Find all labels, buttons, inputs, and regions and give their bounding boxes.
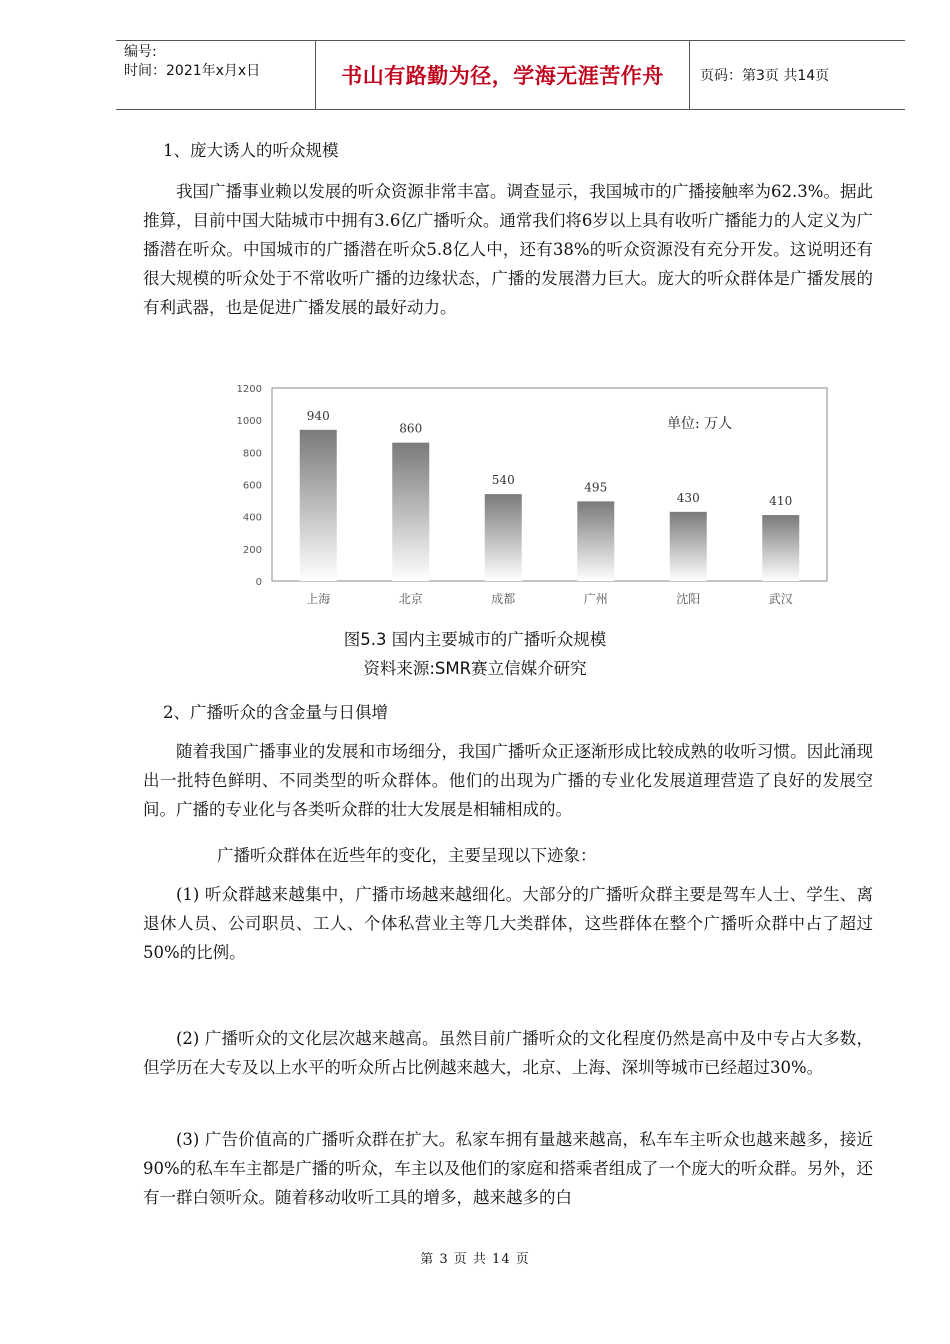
figure-caption: 图5.3 国内主要城市的广播听众规模 bbox=[343, 630, 607, 649]
bar bbox=[670, 512, 707, 581]
y-tick-label: 600 bbox=[242, 480, 262, 492]
section1-heading: 1、庞大诱人的听众规模 bbox=[163, 141, 339, 160]
y-tick-label: 800 bbox=[242, 448, 262, 460]
bar-chart-svg bbox=[230, 378, 830, 618]
section2-body-1 bbox=[143, 737, 873, 824]
header-meta bbox=[116, 41, 316, 109]
id-label: 编号: bbox=[124, 44, 157, 60]
section2-item-3 bbox=[143, 1125, 873, 1212]
bar-value-label: 495 bbox=[584, 480, 608, 495]
bar bbox=[392, 443, 429, 581]
page-header bbox=[116, 40, 905, 110]
header-page-number: 页码：第3页 共14页 bbox=[700, 68, 830, 84]
section1-paragraph: 我国广播事业赖以发展的听众资源非常丰富。调查显示，我国城市的广播接触率为62.3%。据此推算，目前中国大陆城市中拥有3.6亿广播听众。通常我们将6岁以上具有收听广播能力的人定义为广播潜在听众。中国城市的广播潜在听众5.8亿人中，还有38%的听众资源没有充分开发。这说明还有很大规模的听众处于不常收听广播的边缘状态，广播的发展潜力巨大。庞大的听众群体是广播发展的有利武器，也是促进广播发展的最好动力。 bbox=[143, 182, 873, 317]
x-category-label: 广州 bbox=[583, 592, 608, 606]
time-label: 时间：2021年x月x日 bbox=[124, 63, 261, 79]
bar-value-label: 410 bbox=[769, 494, 793, 509]
unit-note: 单位: 万人 bbox=[667, 416, 733, 432]
section1-body bbox=[143, 177, 873, 322]
x-category-label: 沈阳 bbox=[676, 592, 701, 606]
x-category-label: 成都 bbox=[491, 592, 516, 606]
section2-item-2 bbox=[143, 1024, 873, 1082]
section2-paragraph-4: (2) 广播听众的文化层次越来越高。虽然目前广播听众的文化程度仍然是高中及中专占大多数，但学历在大专及以上水平的听众所占比例越来越大，北京、上海、深圳等城市已经超过30%。 bbox=[143, 1029, 873, 1077]
y-tick-label: 1200 bbox=[236, 384, 262, 395]
bar-value-label: 540 bbox=[491, 473, 515, 488]
x-category-label: 上海 bbox=[306, 592, 331, 606]
x-category-label: 武汉 bbox=[768, 592, 793, 606]
section2-paragraph-1: 随着我国广播事业的发展和市场细分，我国广播听众正逐渐形成比较成熟的收听习惯。因此涌现出一批特色鲜明、不同类型的听众群体。他们的出现为广播的专业化发展道理营造了良好的发展空间。广播的专业化与各类听众群的壮大发展是相辅相成的。 bbox=[143, 742, 873, 819]
header-motto: 书山有路勤为径，学海无涯苦作舟 bbox=[316, 41, 690, 109]
bar-value-label: 430 bbox=[676, 490, 700, 505]
bar bbox=[485, 494, 522, 581]
figure-source: 资料来源:SMR赛立信媒介研究 bbox=[363, 659, 587, 678]
y-tick-label: 200 bbox=[242, 544, 262, 556]
y-tick-label: 1000 bbox=[236, 416, 262, 428]
section2-paragraph-2: 广播听众群体在近些年的变化，主要呈现以下迹象： bbox=[217, 846, 597, 865]
section2-paragraph-3: (1) 听众群越来越集中，广播市场越来越细化。大部分的广播听众群主要是驾车人士、学生、离退休人员、公司职员、工人、个体私营业主等几大类群体，这些群体在整个广播听众群中占了超过50%的比例。 bbox=[143, 885, 873, 962]
section2-item-1 bbox=[143, 880, 873, 967]
bar-value-label: 860 bbox=[399, 421, 423, 436]
bar bbox=[577, 501, 614, 581]
section2-intro-line bbox=[217, 841, 877, 870]
y-tick-label: 0 bbox=[255, 577, 262, 588]
plot-area-frame bbox=[272, 388, 827, 581]
section2-heading: 2、广播听众的含金量与日俱增 bbox=[163, 703, 388, 722]
bar-chart bbox=[230, 378, 830, 618]
bar-value-label: 940 bbox=[306, 408, 330, 423]
bar bbox=[300, 430, 337, 581]
y-tick-label: 400 bbox=[242, 512, 262, 524]
page-footer: 第 3 页 共 14 页 bbox=[420, 1252, 530, 1267]
bar bbox=[762, 515, 799, 581]
section2-paragraph-5: (3) 广告价值高的广播听众群在扩大。私家车拥有量越来越高，私车车主听众也越来越多，接近90%的私车车主都是广播的听众，车主以及他们的家庭和搭乘者组成了一个庞大的听众群。另外，还有一群白领听众。随着移动收听工具的增多，越来越多的白 bbox=[143, 1130, 873, 1207]
x-category-label: 北京 bbox=[398, 592, 423, 606]
